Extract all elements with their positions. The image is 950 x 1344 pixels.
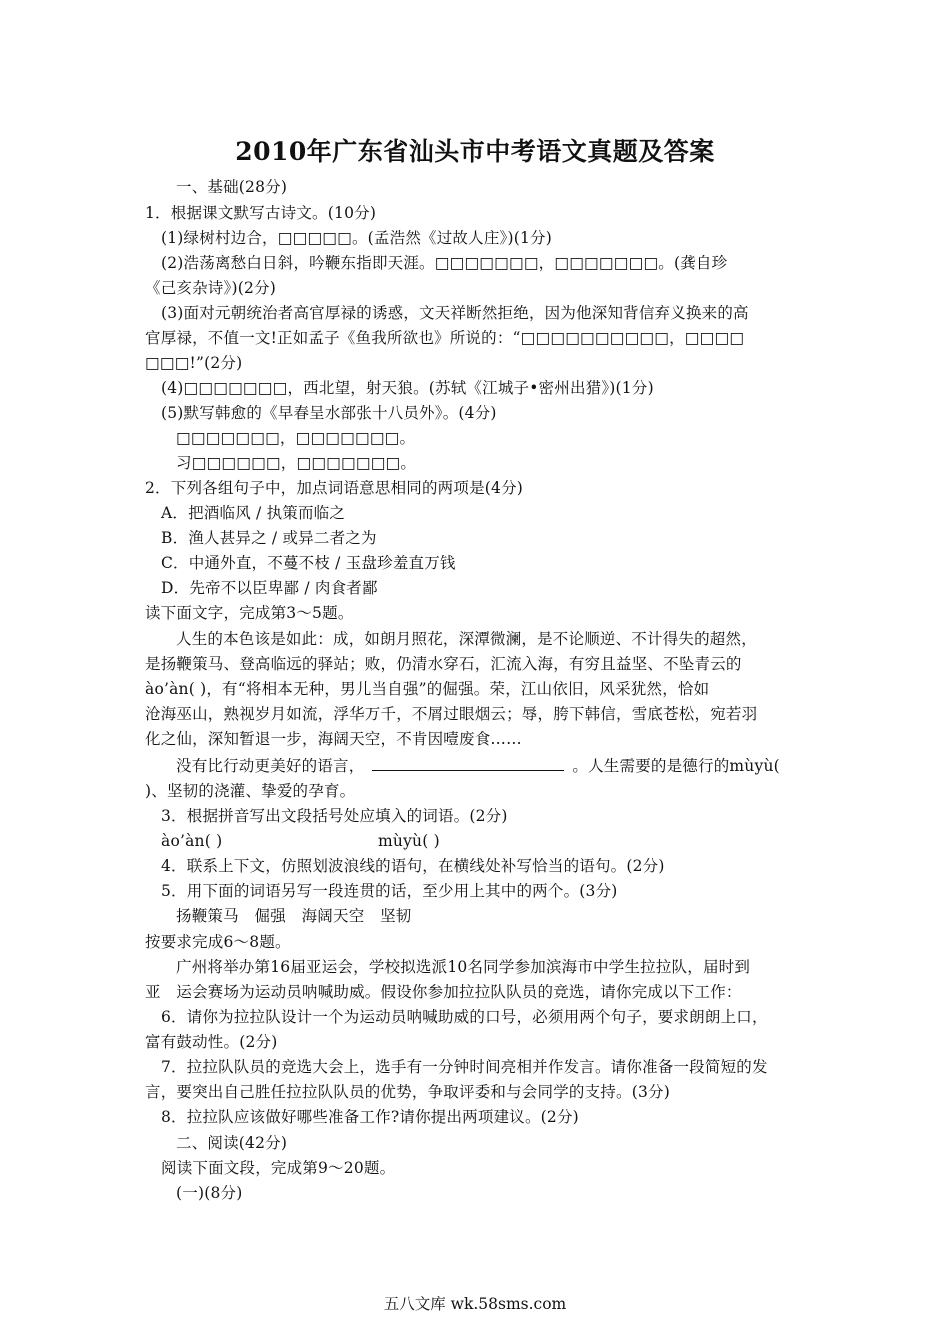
- fill-blank-line: [372, 756, 564, 771]
- passage-line: )、坚韧的浇灌、挚爱的孕育。: [145, 782, 356, 800]
- option-line: C．中通外直，不蔓不枝 / 玉盘珍羞直万钱: [161, 554, 456, 572]
- instruction-line: 读下面文字，完成第3～5题。: [145, 604, 354, 622]
- question-line: (1)绿树村边合，□□□□□。(孟浩然《过故人庄》)(1分): [161, 229, 552, 247]
- question-line: □□□□□□□，□□□□□□□。: [176, 429, 416, 447]
- passage-line: 广州将举办第16届亚运会，学校拟选派10名同学参加滨海市中学生拉拉队，届时到: [176, 958, 751, 976]
- section-heading: 一、基础(28分): [176, 178, 288, 196]
- instruction-line: 按要求完成6～8题。: [145, 933, 291, 951]
- passage-line: ào’àn( )，有“将相本无种，男儿当自强”的倔强。荣，江山依旧，风采犹然，恰如: [145, 680, 710, 698]
- passage-line: 化之仙，深知暂退一步，海阔天空，不肯因噎废食……: [145, 730, 522, 748]
- question-line: 官厚禄，不值一文!正如孟子《鱼我所欲也》所说的：“□□□□□□□□□□，□□□□: [145, 329, 745, 347]
- passage-text: 。人生需要的是德行的mùyù(: [572, 757, 780, 775]
- passage-line: 是扬鞭策马、登高临远的驿站；败，仍清水穿石，汇流入海，有穷且益坚、不坠青云的: [145, 655, 742, 673]
- question-line: 富有鼓动性。(2分): [145, 1033, 278, 1051]
- question-line: 3．根据拼音写出文段括号处应填入的词语。(2分): [161, 807, 508, 825]
- option-line: B．渔人甚异之 / 或异二者之为: [161, 529, 377, 547]
- question-line: 1．根据课文默写古诗文。(10分): [145, 204, 377, 222]
- question-line: 5．用下面的词语另写一段连贯的话，至少用上其中的两个。(3分): [161, 882, 618, 900]
- question-line: 言，要突出自己胜任拉拉队队员的优势，争取评委和与会同学的支持。(3分): [145, 1083, 670, 1101]
- answer-slot: ào’àn( ): [161, 832, 223, 850]
- section-heading: 二、阅读(42分): [176, 1134, 288, 1152]
- word-list: 扬鞭策马 倔强 海阔天空 坚韧: [176, 907, 412, 925]
- subsection-heading: (一)(8分): [176, 1184, 243, 1202]
- question-line: 6．请你为拉拉队设计一个为运动员呐喊助威的口号，必须用两个句子，要求朗朗上口，: [161, 1008, 768, 1026]
- passage-line: 亚 运会赛场为运动员呐喊助威。假设你参加拉拉队队员的竞选，请你完成以下工作：: [145, 983, 742, 1001]
- question-line: □□□!”(2分): [145, 354, 243, 372]
- answer-slot: mùyù( ): [378, 832, 440, 850]
- question-line: (2)浩荡离愁白日斜，吟鞭东指即天涯。□□□□□□□，□□□□□□□。(龚自珍: [161, 254, 728, 272]
- option-line: A．把酒临风 / 执策而临之: [161, 504, 346, 522]
- page-footer: 五八文库 wk.58sms.com: [383, 1295, 567, 1313]
- passage-text: 没有比行动更美好的语言，: [176, 757, 365, 775]
- question-line: 《己亥杂诗》)(2分): [145, 279, 276, 297]
- question-line: (4)□□□□□□□，西北望，射天狼。(苏轼《江城子•密州出猎》)(1分): [161, 379, 654, 397]
- passage-line: 人生的本色该是如此：成，如朗月照花，深潭微澜，是不论顺逆、不计得失的超然，: [176, 630, 757, 648]
- question-line: 8．拉拉队应该做好哪些准备工作?请你提出两项建议。(2分): [161, 1108, 579, 1126]
- question-line: 7．拉拉队队员的竞选大会上，选手有一分钟时间亮相并作发言。请你准备一段简短的发: [161, 1058, 768, 1076]
- question-line: (3)面对元朝统治者高官厚禄的诱惑，文天祥断然拒绝，因为他深知背信弃义换来的高: [161, 304, 749, 322]
- passage-line: 沧海巫山，熟视岁月如流，浮华万千，不屑过眼烟云；辱，胯下韩信，雪底苍松，宛若羽: [145, 705, 758, 723]
- instruction-line: 阅读下面文段，完成第9～20题。: [161, 1159, 396, 1177]
- question-line: 2．下列各组句子中，加点词语意思相同的两项是(4分): [145, 479, 524, 497]
- option-line: D．先帝不以臣卑鄙 / 肉食者鄙: [161, 579, 378, 597]
- question-line: 习□□□□□□，□□□□□□□。: [176, 454, 417, 472]
- passage-line: [176, 756, 780, 776]
- question-line: 4．联系上下文，仿照划波浪线的语句，在横线处补写恰当的语句。(2分): [161, 857, 665, 875]
- document-title: 2010年广东省汕头市中考语文真题及答案: [235, 137, 715, 166]
- question-line: (5)默写韩愈的《早春呈水部张十八员外》。(4分): [161, 404, 497, 422]
